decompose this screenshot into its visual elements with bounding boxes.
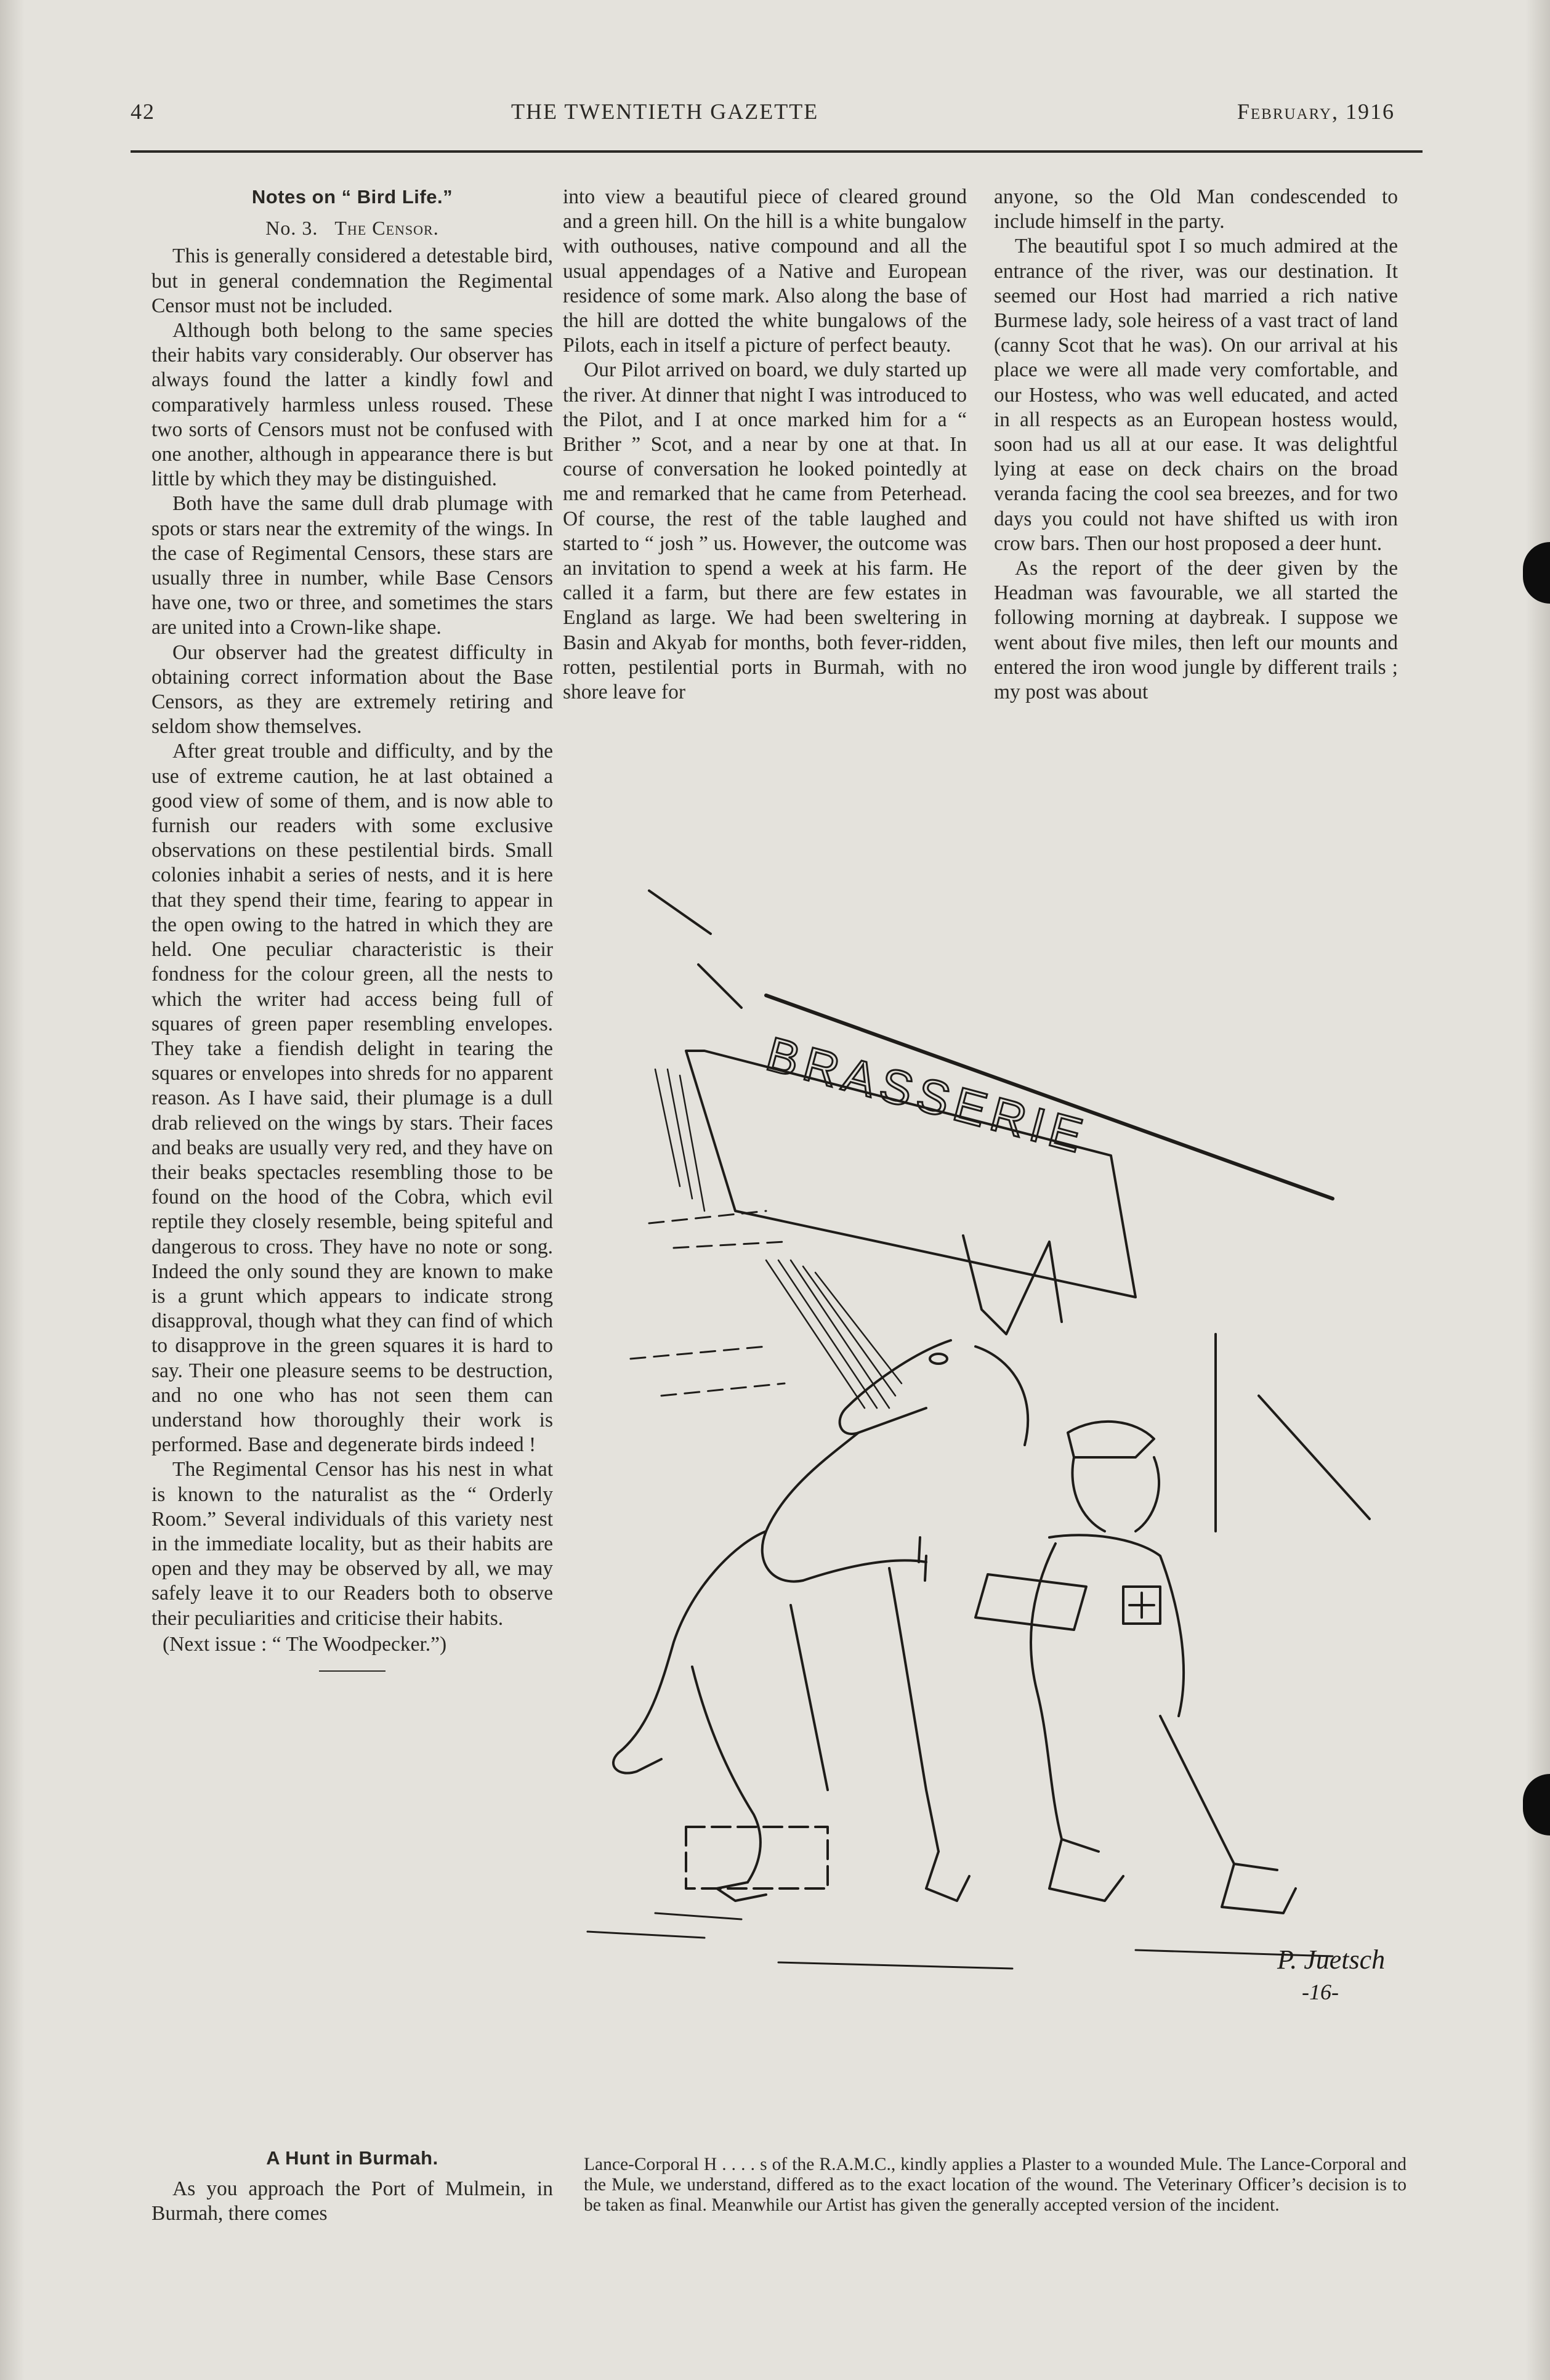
bird-life-title: Notes on “ Bird Life.” [251, 186, 453, 208]
column-3 [994, 185, 1398, 705]
mule-cartoon-illustration [581, 866, 1407, 2062]
illustration-caption [584, 2155, 1407, 2216]
running-head [0, 99, 1550, 136]
dashed-lines [631, 1211, 785, 1396]
page-number: 42 [131, 99, 155, 124]
brasserie-sign-text: BRASSERIE [761, 1026, 1094, 1165]
paragraph: As the report of the deer given by the Headman was favourable, we all started the following morning at daybreak. I suppose we went about five miles, then left our mounts and entered the iron wood jungle by different trails ; my post was about [994, 557, 1398, 704]
paragraph: Both have the same dull drab plumage with spots or stars near the extremity of the wings. In the case of Regimental Censors, these stars are usually three in number, while Base Censors have one, two or three, and sometimes the stars are united into a Crown-like shape. [151, 492, 553, 639]
page-edge-shadow-right [1525, 0, 1550, 2380]
mule-figure [613, 1236, 1062, 1901]
section-divider [319, 1670, 385, 1672]
header-rule [131, 150, 1423, 153]
next-issue-note: (Next issue : “ The Woodpecker.”) [163, 1632, 447, 1656]
paragraph: Our observer had the greatest difficulty in obtaining correct information about the Base Censors, as they are extremely retiring and seldom show themselves. [151, 641, 553, 739]
paragraph: The beautiful spot I so much admired at the entrance of the river, was our destination. It seemed our Host had married a rich native Burmese lady, sole heiress of a vast tract of land (canny Scot that he was). On our arrival at his place we were all made very comfortable, and our Hostess, who was well educated, and acted in all respects as an European hostess would, soon had us all at our ease. It was delightful lying at ease on deck chairs on the broad veranda facing the cool sea breezes, and for two days you could not have shifted us with iron crow bars. Then our host proposed a deer hunt. [994, 235, 1398, 555]
bird-life-subtitle [151, 216, 553, 240]
lance-corporal-figure [975, 1422, 1296, 1913]
bird-life-subtitle-name: The Censor. [334, 217, 439, 240]
page-edge-shadow-left [0, 0, 25, 2380]
paragraph: anyone, so the Old Man condescended to include himself in the party. [994, 185, 1398, 233]
paragraph: Our Pilot arrived on board, we duly started up the river. At dinner that night I was introduced to the Pilot, and I at once marked him for a “ Brither ” Scot, and a near by one at that. In course of conversation he looked pointedly at me and remarked that he came from Peterhead. Of course, the rest of the table laughed and started to “ josh ” us. However, the outcome was an invitation to spend a week at his farm. He called it a farm, but there are few estates in England as large. We had been sweltering in Basin and Akyab for months, both fever-ridden, rotten, pestilential ports in Burmah, with no shore leave for [563, 358, 967, 704]
paragraph: Although both belong to the same species their habits vary considerably. Our observer has always found the latter a kindly fowl and comparatively harmless unless roused. These two sorts of Censors must not be confused with one another, although in appearance there is but little by which they may be distinguished. [151, 319, 553, 491]
column-1 [151, 185, 553, 1672]
paragraph: As you approach the Port of Mulmein, in Burmah, there comes [151, 2177, 553, 2225]
hunt-title: A Hunt in Burmah. [266, 2147, 438, 2169]
paragraph: This is generally considered a detestable bird, but in general condemnation the Regimental Censor must not be included. [151, 245, 553, 317]
artist-signature: P. Juetsch [1277, 1945, 1386, 1975]
hunt-article-start [151, 2146, 553, 2227]
publication-title: THE TWENTIETH GAZETTE [511, 99, 819, 124]
column-2 [563, 185, 967, 705]
signature-year: -16- [1302, 1980, 1339, 2004]
paragraph: After great trouble and difficulty, and by the use of extreme caution, he at last obtained a good view of some of them, and is now able to furnish our readers with some exclusive observations on these pestilential birds. Small colonies inhabit a series of nests, and it is here that they spend their time, fearing to appear in the open owing to the hatred in which they are held. One peculiar characteristic is their fondness for the colour green, all the nests to which the writer had access being full of squares of green paper resembling envelopes. They take a fiendish delight in tearing the squares or envelopes into shreds for no apparent reason. As I have said, their plumage is a dull drab relieved on the wings by stars. Their faces and beaks are usually very red, and they have on their beaks spectacles resembling those to be found on the hood of the Cobra, which evil reptile they closely resemble, being spiteful and dangerous to cross. They have no note or song. Indeed the only sound they are known to make is a grunt which appears to indicate strong disapproval, though what they can find of which to disapprove in the green squares it is hard to say. Their one pleasure seems to be destruction, and no one who has not seen them can understand how thoroughly their work is performed. Base and degenerate birds indeed ! [151, 740, 553, 1457]
issue-date: February, 1916 [1237, 99, 1395, 124]
ground-crate [686, 1827, 828, 1888]
caption-text: Lance-Corporal H . . . . s of the R.A.M.C., kindly applies a Plaster to a wounded Mule. The Lance-Corporal and the Mule, we understand, differed as to the exact location of the wound. The Veterinary Officer’s decision is to be taken as final. Meanwhile our Artist has given the generally accepted version of the incident. [584, 2155, 1407, 2215]
awning-line [698, 965, 741, 1008]
paragraph: The Regimental Censor has his nest in what is known to the naturalist as the “ Orderly Room.” Several individuals of this variety nest in the immediate locality, but as their habits are open and they may be observed by all, we may safely leave it to our Readers both to observe their peculiarities and criticise their habits. [151, 1458, 553, 1630]
bird-life-subtitle-number: No. 3. [265, 217, 318, 240]
paragraph: into view a beautiful piece of cleared ground and a green hill. On the hill is a white bungalow with outhouses, native compound and all the usual appendages of a Native and European residence of some mark. Also along the base of the hill are dotted the white bungalows of the Pilots, each in itself a picture of perfect beauty. [563, 185, 967, 357]
ground-lines [587, 1913, 1333, 1969]
awning-line [649, 891, 711, 934]
building-edge [1259, 1396, 1370, 1519]
